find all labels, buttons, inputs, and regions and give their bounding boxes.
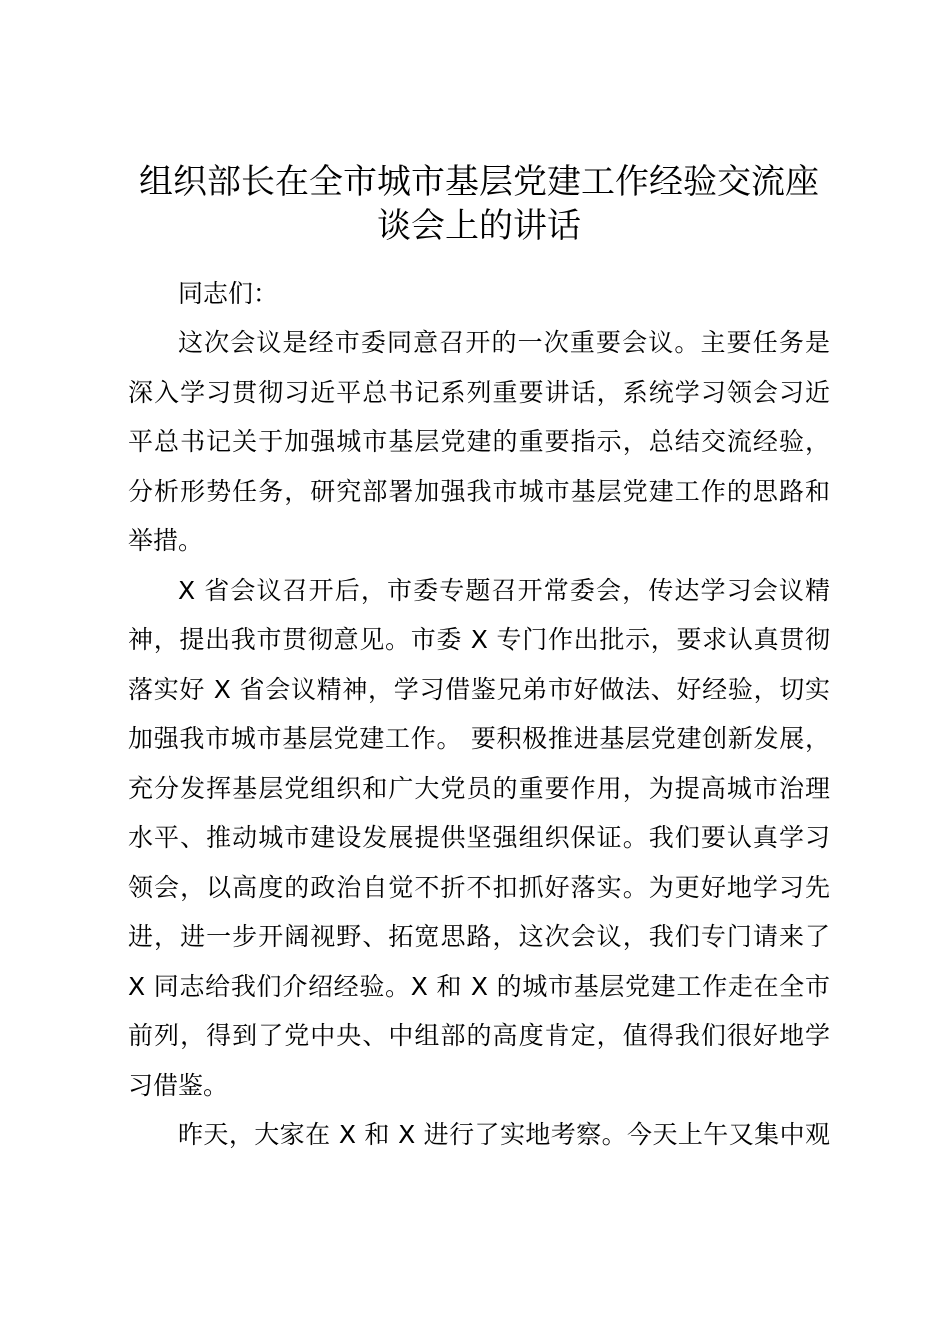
paragraph-2 <box>128 566 830 1111</box>
paragraph-line: X 省会议召开后，市委专题召开常委会，传达学习会议精 <box>178 575 830 605</box>
title-line-2: 谈会上的讲话 <box>377 206 581 246</box>
paragraph-line: 前列，得到了党中央、中组部的高度肯定，值得我们很好地学 <box>128 1021 830 1050</box>
paragraph-line: 举措。 <box>128 526 204 555</box>
greeting: 同志们： <box>178 279 279 308</box>
paragraph-line: 深入学习贯彻习近平总书记系列重要讲话，系统学习领会习近 <box>128 377 830 407</box>
paragraph-line: 习借鉴。 <box>128 1070 229 1100</box>
paragraph-line: 这次会议是经市委同意召开的一次重要会议。主要任务是 <box>178 328 830 357</box>
paragraph-line: 进，进一步开阔视野、拓宽思路，这次会议，我们专门请来了 <box>128 922 830 951</box>
paragraph-line: 落实好 X 省会议精神，学习借鉴兄弟市好做法、好经验，切实 <box>128 674 830 704</box>
paragraph-line: 领会，以高度的政治自觉不折不扣抓好落实。为更好地学习先 <box>128 872 830 902</box>
paragraph-line: 昨天，大家在 X 和 X 进行了实地考察。今天上午又集中观 <box>178 1120 830 1149</box>
paragraph-line: 水平、推动城市建设发展提供坚强组织保证。我们要认真学习 <box>128 823 830 852</box>
paragraph-1 <box>128 318 830 566</box>
paragraph-line: 分析形势任务，研究部署加强我市城市基层党建工作的思路和 <box>128 476 830 506</box>
paragraph-line: 神，提出我市贯彻意见。市委 X 专门作出批示，要求认真贯彻 <box>128 625 830 654</box>
paragraph-3 <box>128 1110 830 1160</box>
paragraph-line: 加强我市城市基层党建工作。 要积极推进基层党建创新发展， <box>128 724 830 753</box>
paragraph-line: 平总书记关于加强城市基层党建的重要指示，总结交流经验， <box>128 427 830 456</box>
paragraph-line: 充分发挥基层党组织和广大党员的重要作用，为提高城市治理 <box>128 773 830 803</box>
document-title <box>128 160 830 248</box>
paragraph-line: X 同志给我们介绍经验。X 和 X 的城市基层党建工作走在全市 <box>128 971 830 1001</box>
title-line-1: 组织部长在全市城市基层党建工作经验交流座 <box>139 162 819 202</box>
